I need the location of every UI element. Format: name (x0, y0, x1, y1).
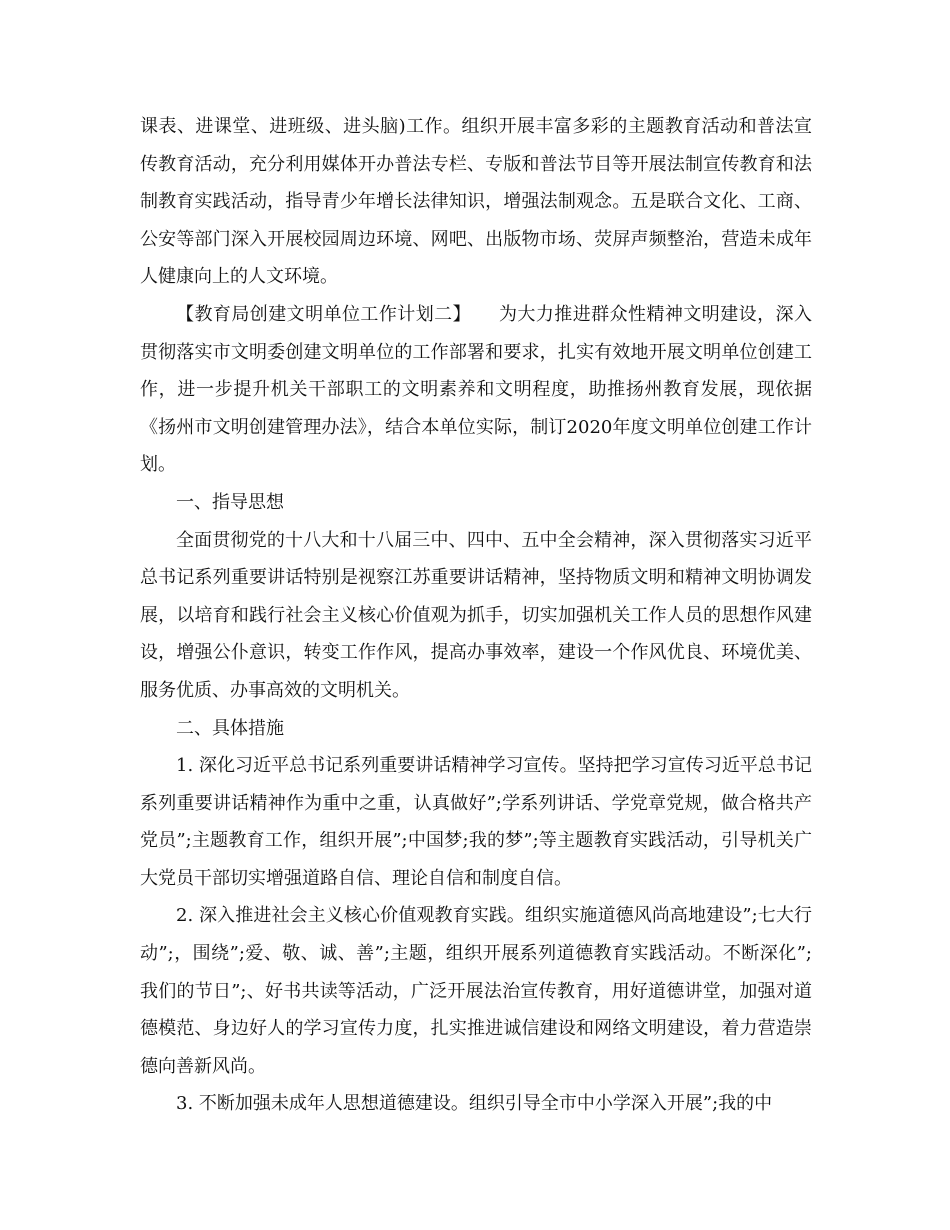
paragraph-measure-2: 2. 深入推进社会主义核心价值观教育实践。组织实施道德风尚高地建设”;七大行动”;，围绕”;爱、敬、诚、善”;主题，组织开展系列道德教育实践活动。不断深化”;我们的节日”;、好书共读等活动，广泛开展法治宣传教育，用好道德讲堂，加强对道德模范、身边好人的学习宣传力度，扎实推进诚信建设和网络文明建设，着力营造崇德向善新风尚。 (140, 905, 812, 1077)
section-heading-specific-measures: 二、具体措施 (176, 717, 284, 739)
paragraph-measure-3: 3. 不断加强未成年人思想道德建设。组织引导全市中小学深入开展”;我的中 (176, 1093, 773, 1115)
document-page (140, 108, 812, 1123)
paragraph-continuation: 课表、进课堂、进班级、进头脑)工作。组织开展丰富多彩的主题教育活动和普法宣传教育活动，充分利用媒体开办普法专栏、专版和普法节目等开展法制宣传教育和法制教育实践活动，指导青少年增长法律知识，增强法制观念。五是联合文化、工商、公安等部门深入开展校园周边环境、网吧、出版物市场、荧屏声频整治，营造未成年人健康向上的人文环境。 (140, 116, 812, 288)
section-heading-guiding-ideology: 一、指导思想 (176, 491, 284, 513)
paragraph-guiding-ideology: 全面贯彻党的十八大和十八届三中、四中、五中全会精神，深入贯彻落实习近平总书记系列重要讲话特别是视察江苏重要讲话精神，坚持物质文明和精神文明协调发展，以培育和践行社会主义核心价值观为抓手，切实加强机关工作人员的思想作风建设，增强公仆意识，转变工作作风，提高办事效率，建设一个作风优良、环境优美、服务优质、办事高效的文明机关。 (140, 529, 812, 701)
paragraph-measure-1: 1. 深化习近平总书记系列重要讲话精神学习宣传。坚持把学习宣传习近平总书记系列重要讲话精神作为重中之重，认真做好”;学系列讲话、学党章党规，做合格共产党员”;主题教育工作，组织开展”;中国梦;我的梦”;等主题教育实践活动，引导机关广大党员干部切实增强道路自信、理论自信和制度自信。 (140, 755, 812, 889)
paragraph-plan-two-intro: 【教育局创建文明单位工作计划二】 为大力推进群众性精神文明建设，深入贯彻落实市文明委创建文明单位的工作部署和要求，扎实有效地开展文明单位创建工作，进一步提升机关干部职工的文明素养和文明程度，助推扬州教育发展，现依据《扬州市文明创建管理办法》，结合本单位实际，制订2020年度文明单位创建工作计划。 (140, 303, 812, 476)
